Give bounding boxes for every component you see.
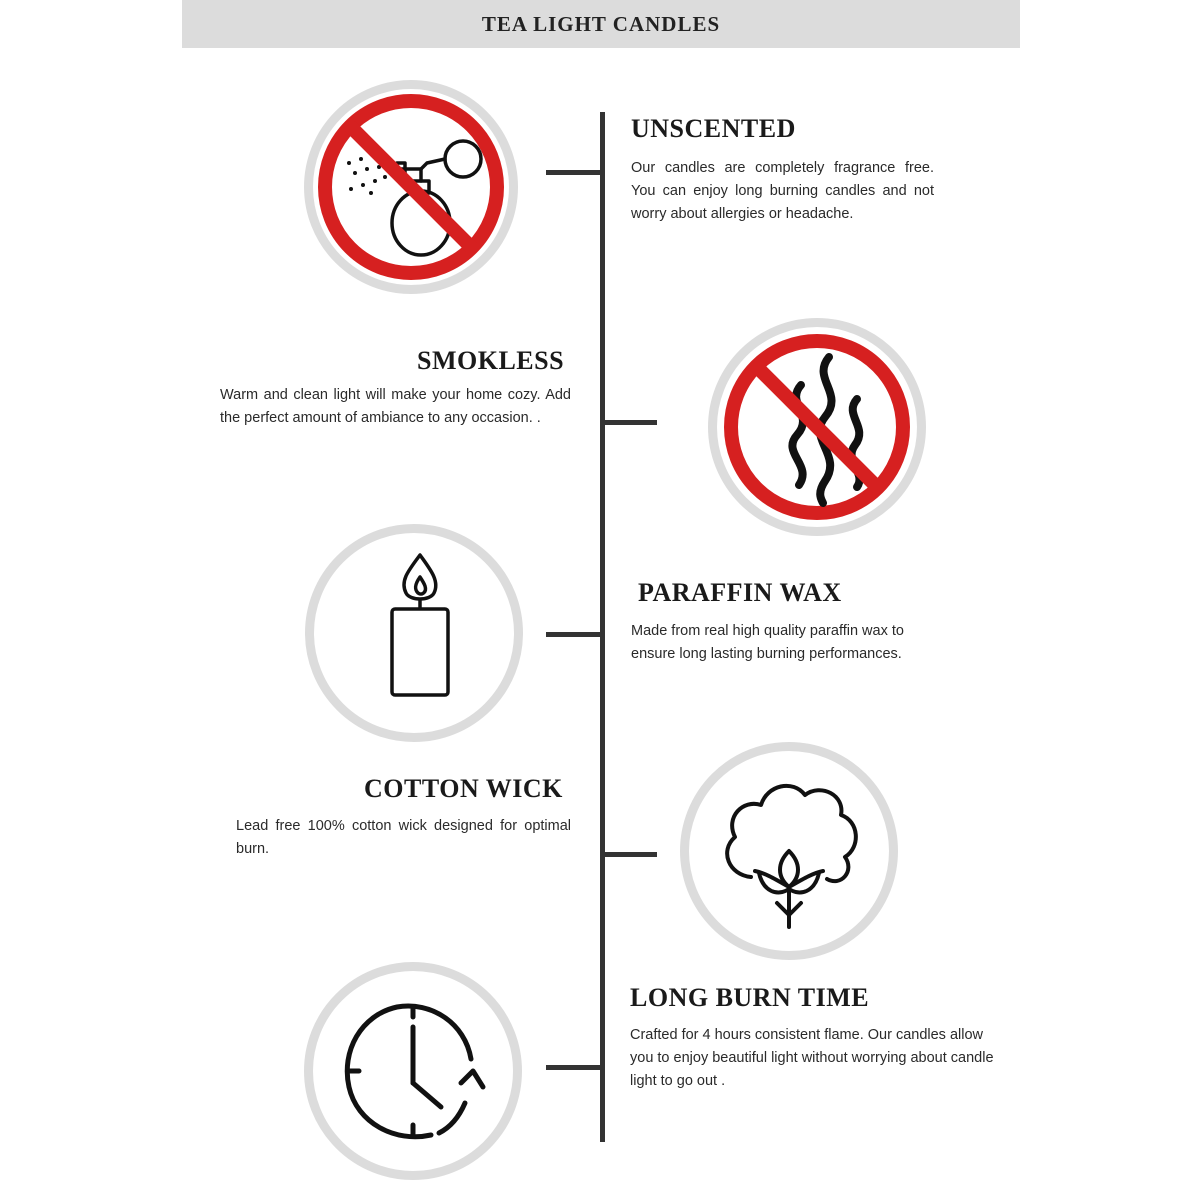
timeline-connector bbox=[603, 420, 657, 425]
feature-desc-cotton-wick: Lead free 100% cotton wick designed for optimal burn. bbox=[236, 818, 571, 857]
timeline-connector bbox=[546, 1065, 602, 1070]
feature-desc-paraffin-wax: Made from real high quality paraffin wax to ensure long lasting burning performances. bbox=[631, 623, 904, 662]
feature-title-unscented: UNSCENTED bbox=[631, 114, 796, 143]
feature-title-cotton-wick: COTTON WICK bbox=[364, 774, 563, 803]
timeline-connector bbox=[546, 632, 602, 637]
no-smoke-icon bbox=[708, 318, 926, 536]
page-title: TEA LIGHT CANDLES bbox=[481, 12, 721, 36]
header-bar bbox=[182, 0, 1020, 48]
clock-icon bbox=[304, 962, 522, 1180]
timeline-line bbox=[600, 112, 605, 1142]
no-perfume-icon bbox=[304, 80, 518, 294]
candle-icon bbox=[305, 524, 523, 742]
feature-title-smokless: SMOKLESS bbox=[417, 346, 565, 375]
timeline-connector bbox=[603, 852, 657, 857]
feature-desc-unscented: Our candles are completely fragrance free. You can enjoy long burning candles and not worry about allergies or headache. bbox=[631, 160, 934, 222]
feature-desc-smokless: Warm and clean light will make your home cozy. Add the perfect amount of ambiance to any occasion. . bbox=[220, 387, 571, 426]
timeline-connector bbox=[546, 170, 602, 175]
feature-desc-long-burn-time: Crafted for 4 hours consistent flame. Our candles allow you to enjoy beautiful light without worrying about candle light to go out . bbox=[630, 1027, 994, 1089]
cotton-icon bbox=[680, 742, 898, 960]
feature-title-paraffin-wax: PARAFFIN WAX bbox=[638, 578, 842, 607]
feature-title-long-burn-time: LONG BURN TIME bbox=[630, 983, 870, 1012]
